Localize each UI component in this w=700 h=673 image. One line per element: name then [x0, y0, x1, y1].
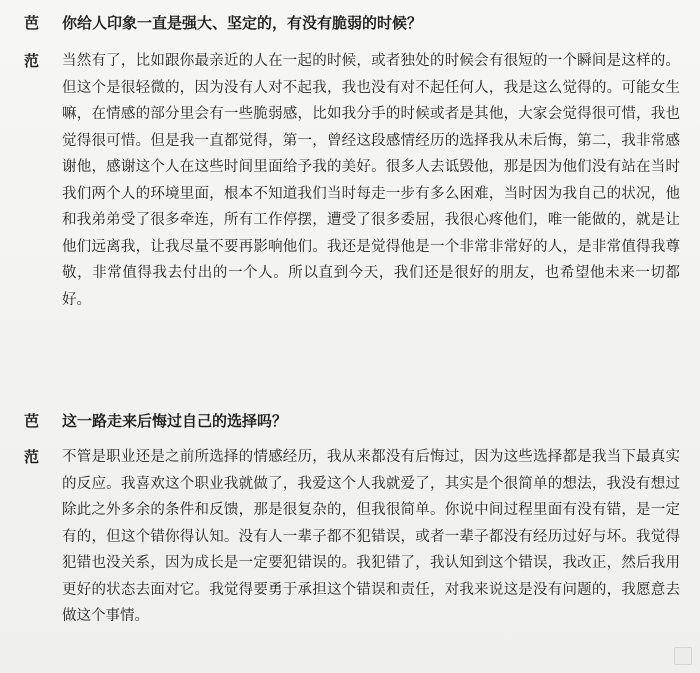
answer-row: [0, 444, 700, 630]
question-row: [0, 408, 700, 438]
answer-speaker: 范: [24, 52, 40, 70]
question-speaker: 芭: [24, 412, 40, 430]
answer-text: 不管是职业还是之前所选择的情感经历，我从来都没有后悔过，因为这些选择都是我当下最真实的反应。我喜欢这个职业我就做了，我爱这个人我就爱了，其实是个很简单的想法，我没有想过除此之外多余的条件和反馈，那是很复杂的，但我很简单。你说中间过程里面有没有错，是一定有的，但这个错你得认知。没有人一辈子都不犯错误，或者一辈子都没有经历过好与坏。我觉得犯错也没关系，因为成长是一定要犯错误的。我犯错了，我认知到这个错误，我改正，然后我用更好的状态去面对它。我觉得要勇于承担这个错误和责任，对我来说这是没有问题的，我愿意去做这个事情。: [62, 449, 680, 624]
watermark-icon: [674, 647, 692, 665]
answer-text: 当然有了，比如跟你最亲近的人在一起的时候，或者独处的时候会有很短的一个瞬间是这样的。但这个是很轻微的，因为没有人对不起我，我也没有对不起任何人，我是这么觉得的。可能女生嘛，在情感的部分里会有一些脆弱感，比如我分手的时候或者是其他，大家会觉得很可惜，我也觉得很可惜。但是我一直都觉得，第一，曾经这段感情经历的选择我从未后悔，第二，我非常感谢他，感谢这个人在这些时间里面给予我的美好。很多人去诋毁他，那是因为他们没有站在当时我们两个人的环境里面，根本不知道我们当时每走一步有多么困难，当时因为我自己的状况，他和我弟弟受了很多牵连，所有工作停摆，遭受了很多委屈，我很心疼他们，唯一能做的，就是让他们远离我，让我尽量不要再影响他们。我还是觉得他是一个非常非常好的人，是非常值得我尊敬，非常值得我去付出的一个人。所以直到今天，我们还是很好的朋友，也希望他未来一切都好。: [62, 53, 680, 308]
answer-row: [0, 48, 700, 313]
question-text: 这一路走来后悔过自己的选择吗？: [62, 412, 288, 430]
question-row: [0, 10, 700, 40]
question-speaker: 芭: [24, 14, 40, 32]
answer-speaker: 范: [24, 448, 40, 466]
qa-section-1: [0, 10, 700, 313]
question-text: 你给人印象一直是强大、坚定的，有没有脆弱的时候？: [62, 14, 423, 32]
qa-section-2: [0, 408, 700, 630]
